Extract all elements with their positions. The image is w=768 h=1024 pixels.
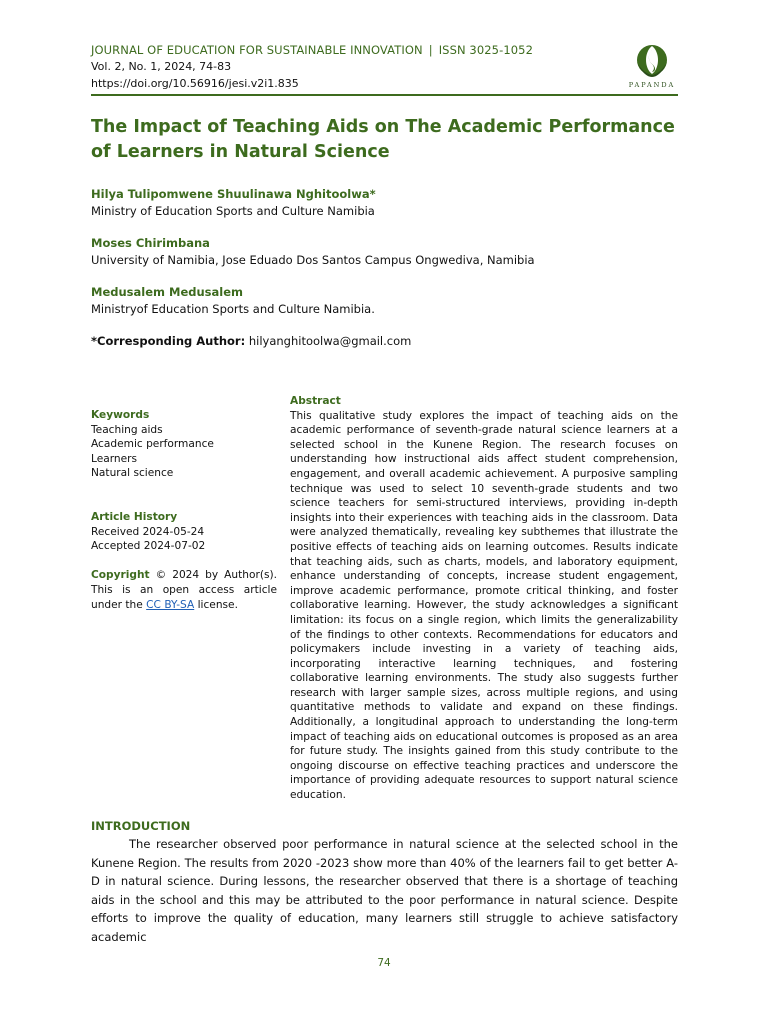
copyright-label: Copyright: [91, 569, 150, 582]
abstract-section: [290, 394, 678, 803]
license-link[interactable]: CC BY-SA: [146, 598, 195, 611]
copyright-text-end: license.: [197, 598, 238, 611]
article-sidebar: [91, 408, 277, 612]
abstract-body: This qualitative study explores the impact of teaching aids on the academic performance of seventh-grade natural science learners at a selected school in the Kunene Region. The research focuses on understanding how instructional aids affect student comprehension, engagement, and overall academic achievement. A purposive sampling technique was used to select 10 seventh-grade students and two science teachers for semi-structured interviews, providing in-depth insights into their experiences with teaching aids in the classroom. Data were analyzed thematically, revealing key subthemes that illustrate the positive effects of teaching aids on learning outcomes. Results indicate that teaching aids, such as charts, models, and laboratory equipment, enhance understanding of concepts, increase student engagement, improve academic performance, promote critical thinking, and foster collaborative learning. However, the study acknowledges a significant limitation: its focus on a single region, which limits the generalizability of the findings to other contexts. Recommendations for educators and policymakers include investing in a variety of teaching aids, incorporating interactive learning techniques, and fostering collaborative learning environments. The study also suggests further research with larger sample sizes, across multiple regions, and using quantitative methods to validate and expand on these findings. Additionally, a longitudinal approach to understanding the long-term impact of teaching aids on educational outcomes is proposed as an area for future study. The insights gained from this study contribute to the ongoing discourse on effective teaching practices and underscore the importance of providing adequate resources to support natural science education.: [290, 409, 678, 802]
doi-link[interactable]: https://doi.org/10.56916/jesi.v2i1.835: [91, 77, 299, 90]
abstract-heading: Abstract: [290, 395, 341, 407]
introduction-body: The researcher observed poor performance in natural science at the selected school in the Kunene Region. The results from 2020 -2023 show more than 40% of the learners fail to get better A-D in natural science. During lessons, the researcher observed that there is a shortage of teaching aids in the school and this may be attributed to the poor performance in natural science. Despite efforts to improve the quality of education, many learners still struggle to achieve satisfactory academic: [91, 837, 678, 944]
article-title: The Impact of Teaching Aids on The Academic Performance of Learners in Natural Science: [91, 117, 675, 162]
author-1: [91, 186, 691, 220]
header-divider: [91, 94, 678, 96]
keyword: Learners: [91, 452, 138, 465]
journal-name: JOURNAL OF EDUCATION FOR SUSTAINABLE INNOVATION: [91, 43, 423, 57]
author-name: Medusalem Medusalem: [91, 285, 243, 299]
author-affiliation: Ministry of Education Sports and Culture Namibia: [91, 204, 375, 218]
author-3: [91, 284, 691, 318]
issn: ISSN 3025-1052: [438, 43, 534, 57]
introduction-heading: INTRODUCTION: [91, 819, 191, 833]
author-2: [91, 235, 691, 269]
author-affiliation: Ministryof Education Sports and Culture Namibia.: [91, 302, 375, 316]
journal-name-line: [91, 42, 591, 58]
keyword: Natural science: [91, 467, 174, 480]
author-affiliation: University of Namibia, Jose Eduado Dos Santos Campus Ongwediva, Namibia: [91, 253, 535, 267]
keywords-heading: Keywords: [91, 409, 150, 421]
author-name: Hilya Tulipomwene Shuulinawa Nghitoolwa*: [91, 187, 376, 201]
header-separator: |: [428, 43, 433, 57]
accepted-date: Accepted 2024-07-02: [91, 540, 206, 553]
copyright-notice: [91, 568, 277, 612]
corresponding-label: *Corresponding Author:: [91, 334, 246, 348]
history-heading: Article History: [91, 510, 178, 523]
publisher-logo: [622, 40, 682, 94]
corresponding-author: [91, 333, 411, 350]
papanda-logo-icon: [631, 40, 673, 80]
volume-info: Vol. 2, No. 1, 2024, 74-83: [91, 60, 232, 73]
keyword: Teaching aids: [91, 423, 163, 436]
received-date: Received 2024-05-24: [91, 525, 205, 538]
publisher-name: PAPANDA: [628, 81, 676, 89]
author-name: Moses Chirimbana: [91, 236, 210, 250]
corresponding-email[interactable]: hilyanghitoolwa@gmail.com: [248, 334, 412, 348]
page-number: 74: [377, 957, 391, 969]
keyword: Academic performance: [91, 438, 214, 451]
copyright-text: © 2024 by Author(s). This is an open access article under the: [91, 569, 277, 611]
journal-header: [91, 42, 591, 92]
